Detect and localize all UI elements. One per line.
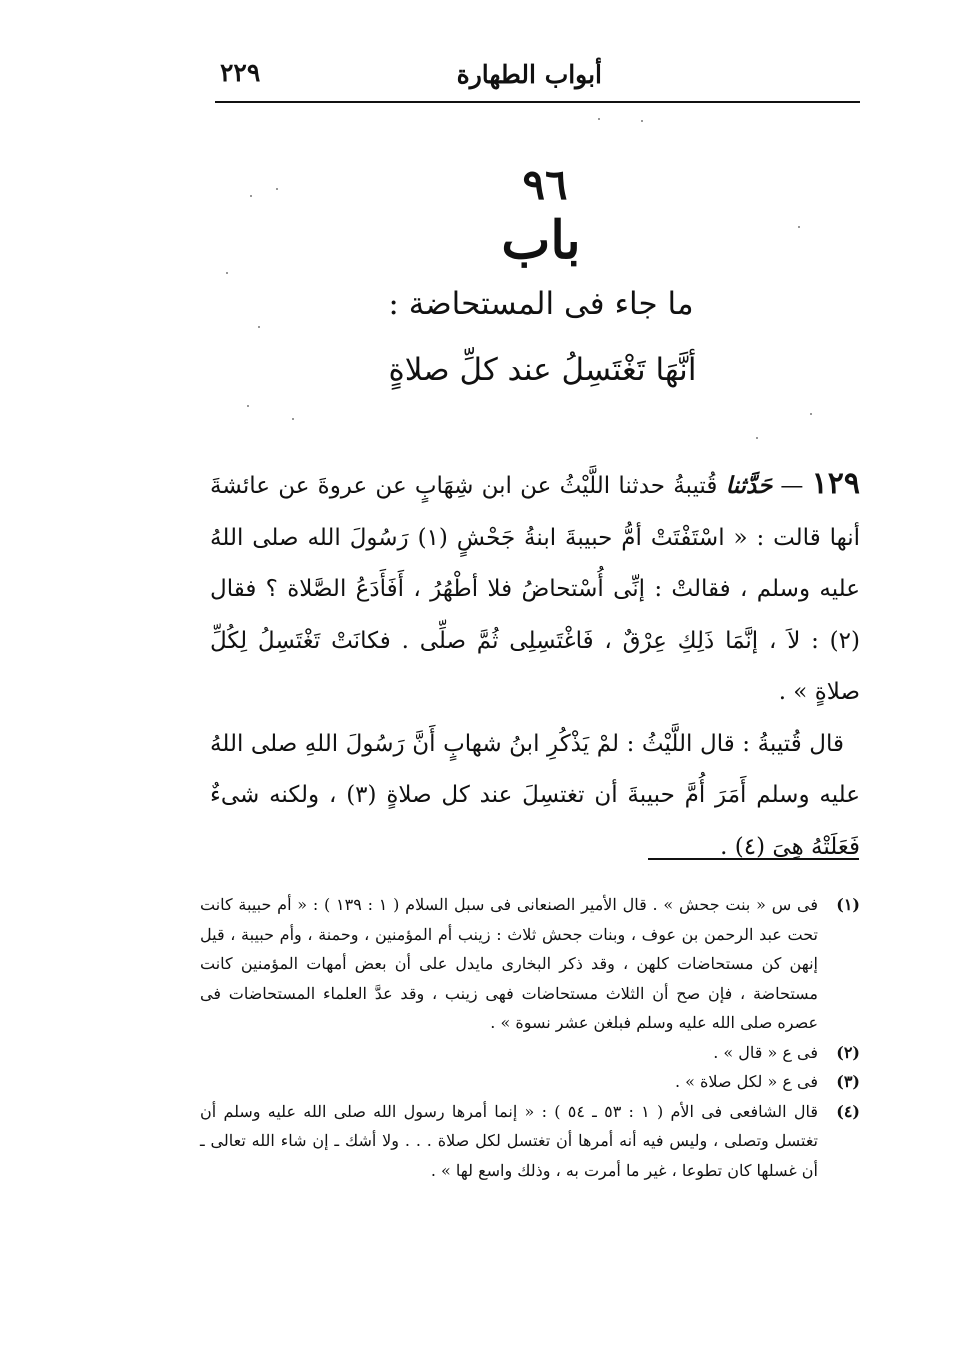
footnote-rule (648, 858, 859, 860)
scan-speck (258, 326, 260, 328)
chapter-title-line-1: ما جاء فى المستحاضة : (388, 286, 694, 322)
hadith-body-1: قُتيبةُ حدثنا اللَّيْثُ عن ابن شِهَابٍ عن عروةَ عن عائشةَ أنها قالت : « اسْتَفْتَتْ أمُّ حبيبةَ ابنةُ جَحْشٍ (١) رَسُولَ الله صلى اللهُ عليه وسلم ، فقالتْ : إنِّى أُسْتحاضُ فلا أطْهُرُ ، أَفَأَدَعُ الصَّلاة ؟ فقال (٢) : لاَ ، إنَّمَا ذَلِكِ عِرْقٌ ، فَاغْتَسِلِى ثُمَّ صلِّى . فكانَتْ تَغْتَسِلُ لِكُلِّ صلاةٍ » . (210, 473, 860, 705)
scan-speck (798, 226, 800, 228)
scan-speck (247, 405, 249, 407)
footnote-1 (200, 890, 860, 1038)
scan-speck (598, 118, 600, 120)
hadith-opening-word: حَدَّثنا (725, 472, 773, 499)
footnote-4 (200, 1097, 860, 1186)
chapter-number: ٩٦ (522, 160, 568, 209)
footnote-text: فى س « بنت جحش » . قال الأمير الصنعانى فى سبل السلام ( ١ : ١٣٩ ) : « أم حبيبة كانت تحت عبد الرحمن بن عوف ، وبنات جحش ثلاث : زينب أم المؤمنين ، وحمنة ، وأم حبيبة ، قيل إنهن كن مستحاضات كلهن ، وقد ذكر البخارى مايدل على أن بعض أمهات المؤمنين كانت مستحاضة ، فإن صح أن الثلاث مستحاضات فهى زينب ، وقد عدَّ العلماء المستحاضات فى عصره صلى الله عليه وسلم فبلغن عشر نسوة » . (200, 895, 819, 1032)
chapter-heading: باب (501, 210, 581, 271)
header-rule (215, 101, 860, 103)
hadith-paragraph-2: قال قُتيبةُ : قال اللَّيْثُ : لمْ يَذْكُرِ ابنُ شهابٍ أَنَّ رَسُولَ اللهِ صلى اللهُ عليه وسلم أَمَرَ أُمَّ حبيبةَ أن تغتسِلَ عند كل صلاةٍ (٣) ، ولكنه شىءٌ فَعَلَتْهُ هِىَ (٤) . (210, 730, 860, 860)
scan-speck (756, 437, 758, 439)
scan-speck (276, 188, 278, 190)
footnote-2 (200, 1038, 860, 1068)
footnotes (200, 890, 860, 1185)
hadith-text (210, 458, 860, 873)
hadith-number: ١٢٩ (811, 466, 860, 501)
footnote-marker: (٢) (836, 1042, 860, 1062)
footnote-3 (200, 1067, 860, 1097)
footnote-text: قال الشافعى فى الأم ( ١ : ٥٣ ـ ٥٤ ) : « إنما أمرها رسول الله صلى الله عليه وسلم أن تغتسل وتصلى ، وليس فيه أنه أمرها أن تغتسل لكل صلاة . . . ولا أشك ـ إن شاء الله تعالى ـ أن غسلها كان تطوعا ، غير ما أمرت به ، وذلك واسع لها » . (200, 1101, 819, 1180)
footnote-marker: (١) (836, 895, 860, 914)
scan-speck (641, 120, 643, 122)
scan-speck (810, 413, 812, 415)
hadith-dash: — (772, 473, 812, 499)
footnote-text: فى ع « لكل صلاة » . (674, 1072, 818, 1091)
footnote-text: فى ع « قال » . (713, 1042, 818, 1062)
page-header (215, 52, 860, 92)
hadith-paragraph-1 (210, 458, 860, 719)
scan-speck (226, 272, 228, 274)
page-number: ٢٢٩ (220, 58, 261, 87)
footnote-marker: (٤) (836, 1101, 860, 1121)
chapter-title-line-2: أنَّهَا تَغْتَسِلُ عند كلِّ صلاةٍ (388, 352, 697, 388)
scan-speck (250, 195, 252, 197)
running-title: أبواب الطهارة (456, 60, 602, 89)
footnote-marker: (٣) (836, 1072, 860, 1091)
scan-speck (292, 418, 294, 420)
